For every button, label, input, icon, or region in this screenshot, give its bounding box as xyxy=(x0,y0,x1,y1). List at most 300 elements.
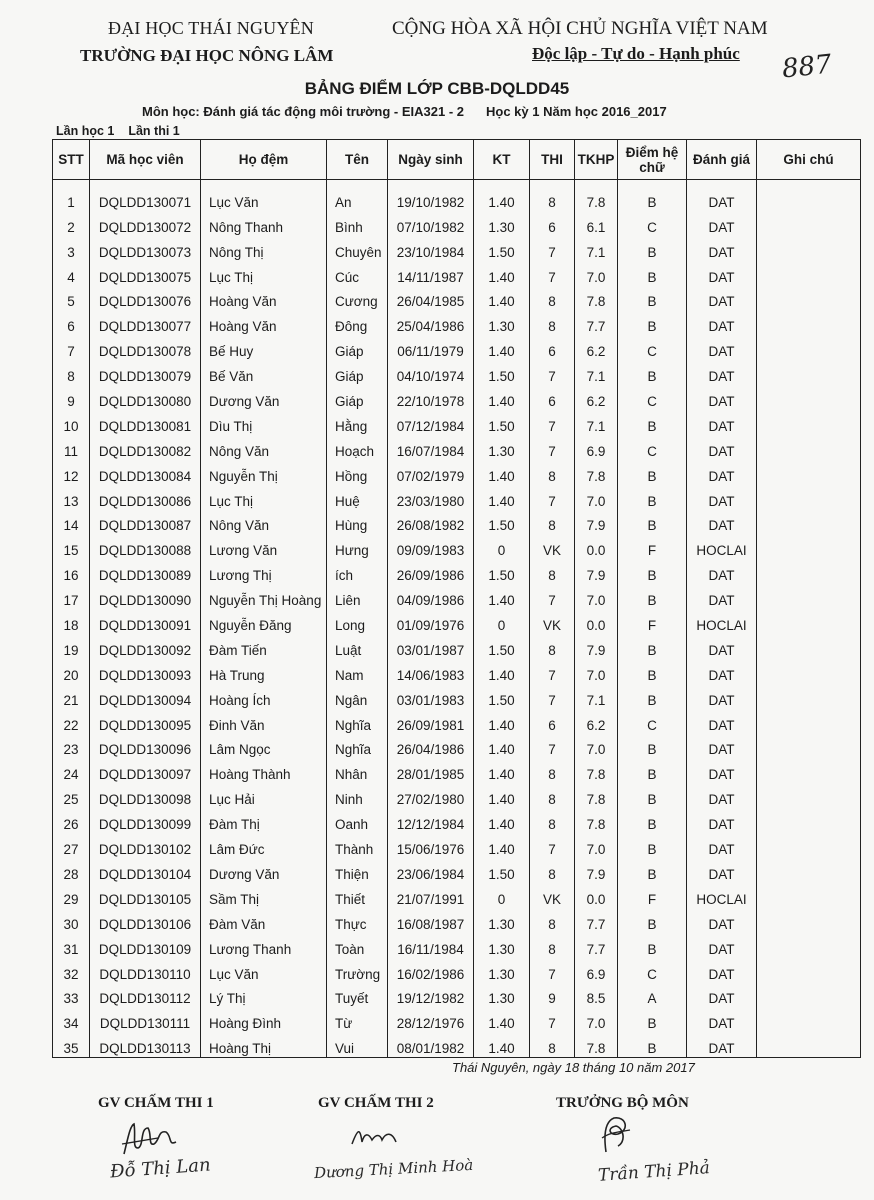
row-thi: 7 xyxy=(530,659,575,684)
table-row xyxy=(53,858,861,883)
row-note xyxy=(757,684,861,709)
row-name: Huệ xyxy=(327,485,388,510)
table-row xyxy=(53,933,861,958)
attempts-line xyxy=(56,124,180,138)
row-tkhp: 7.9 xyxy=(575,858,618,883)
row-thi: 7 xyxy=(530,485,575,510)
row-thi: 8 xyxy=(530,286,575,311)
row-note xyxy=(757,180,861,211)
row-stt: 31 xyxy=(53,933,90,958)
row-student-id: DQLDD130078 xyxy=(90,335,201,360)
row-kt: 1.40 xyxy=(474,808,530,833)
table-row xyxy=(53,559,861,584)
row-thi: 7 xyxy=(530,410,575,435)
col-header-stt: STT xyxy=(53,140,90,180)
table-row xyxy=(53,584,861,609)
grader1-signature xyxy=(118,1118,180,1160)
row-stt: 32 xyxy=(53,958,90,983)
row-student-id: DQLDD130071 xyxy=(90,180,201,211)
row-evaluation: DAT xyxy=(687,385,757,410)
row-dob: 04/10/1974 xyxy=(388,360,474,385)
row-tkhp: 6.2 xyxy=(575,385,618,410)
row-kt: 1.50 xyxy=(474,684,530,709)
row-kt: 1.40 xyxy=(474,1007,530,1032)
row-name: Giáp xyxy=(327,335,388,360)
row-thi: 6 xyxy=(530,211,575,236)
row-stt: 22 xyxy=(53,709,90,734)
row-thi: 7 xyxy=(530,1007,575,1032)
row-dob: 14/11/1987 xyxy=(388,261,474,286)
row-student-id: DQLDD130110 xyxy=(90,958,201,983)
row-kt: 0 xyxy=(474,609,530,634)
row-surname: Lục Hải xyxy=(201,783,327,808)
row-kt: 1.50 xyxy=(474,858,530,883)
row-kt: 1.40 xyxy=(474,659,530,684)
row-student-id: DQLDD130088 xyxy=(90,534,201,559)
row-note xyxy=(757,734,861,759)
row-evaluation: DAT xyxy=(687,236,757,261)
row-name: Chuyên xyxy=(327,236,388,261)
row-evaluation: DAT xyxy=(687,709,757,734)
row-note xyxy=(757,360,861,385)
row-tkhp: 7.1 xyxy=(575,410,618,435)
row-letter-grade: B xyxy=(618,1007,687,1032)
table-row xyxy=(53,485,861,510)
row-student-id: DQLDD130077 xyxy=(90,310,201,335)
row-evaluation: DAT xyxy=(687,510,757,535)
row-kt: 1.40 xyxy=(474,385,530,410)
row-surname: Bế Huy xyxy=(201,335,327,360)
row-evaluation: DAT xyxy=(687,758,757,783)
row-kt: 1.40 xyxy=(474,783,530,808)
row-thi: 6 xyxy=(530,709,575,734)
subject-line xyxy=(142,104,667,119)
row-tkhp: 7.8 xyxy=(575,783,618,808)
row-letter-grade: C xyxy=(618,335,687,360)
row-surname: Dìu Thị xyxy=(201,410,327,435)
row-dob: 04/09/1986 xyxy=(388,584,474,609)
col-header-tkhp: TKHP xyxy=(575,140,618,180)
table-row xyxy=(53,510,861,535)
row-evaluation: DAT xyxy=(687,410,757,435)
row-stt: 17 xyxy=(53,584,90,609)
row-thi: 8 xyxy=(530,180,575,211)
table-row xyxy=(53,758,861,783)
row-kt: 0 xyxy=(474,534,530,559)
row-thi: 8 xyxy=(530,310,575,335)
row-evaluation: DAT xyxy=(687,485,757,510)
grader2-name: Dương Thị Minh Hoà xyxy=(313,1155,474,1183)
row-dob: 07/12/1984 xyxy=(388,410,474,435)
row-tkhp: 7.1 xyxy=(575,684,618,709)
row-evaluation: DAT xyxy=(687,211,757,236)
row-surname: Lương Thanh xyxy=(201,933,327,958)
table-body xyxy=(53,180,861,1058)
row-surname: Hoàng Đình xyxy=(201,1007,327,1032)
row-kt: 1.50 xyxy=(474,559,530,584)
row-thi: 8 xyxy=(530,933,575,958)
row-letter-grade: C xyxy=(618,709,687,734)
row-dob: 08/01/1982 xyxy=(388,1032,474,1057)
row-stt: 35 xyxy=(53,1032,90,1057)
row-name: Vui xyxy=(327,1032,388,1057)
row-thi: 9 xyxy=(530,983,575,1008)
row-surname: Đàm Tiến xyxy=(201,634,327,659)
row-dob: 26/09/1986 xyxy=(388,559,474,584)
row-kt: 1.40 xyxy=(474,335,530,360)
row-kt: 1.30 xyxy=(474,310,530,335)
row-student-id: DQLDD130082 xyxy=(90,435,201,460)
row-letter-grade: B xyxy=(618,286,687,311)
row-surname: Hoàng Ích xyxy=(201,684,327,709)
row-dob: 22/10/1978 xyxy=(388,385,474,410)
grades-table xyxy=(52,139,861,1058)
row-kt: 0 xyxy=(474,883,530,908)
row-thi: 7 xyxy=(530,236,575,261)
row-dob: 09/09/1983 xyxy=(388,534,474,559)
col-header-dob: Ngày sinh xyxy=(388,140,474,180)
row-dob: 07/02/1979 xyxy=(388,460,474,485)
row-name: Cương xyxy=(327,286,388,311)
row-stt: 20 xyxy=(53,659,90,684)
header-left-school: TRƯỜNG ĐẠI HỌC NÔNG LÂM xyxy=(80,46,334,65)
row-evaluation: DAT xyxy=(687,983,757,1008)
row-evaluation: DAT xyxy=(687,684,757,709)
row-thi: 8 xyxy=(530,634,575,659)
row-student-id: DQLDD130109 xyxy=(90,933,201,958)
row-evaluation: DAT xyxy=(687,559,757,584)
row-stt: 10 xyxy=(53,410,90,435)
row-thi: 8 xyxy=(530,908,575,933)
row-letter-grade: B xyxy=(618,783,687,808)
row-stt: 5 xyxy=(53,286,90,311)
row-surname: Nông Văn xyxy=(201,435,327,460)
row-surname: Dương Văn xyxy=(201,385,327,410)
row-name: Hằng xyxy=(327,410,388,435)
row-stt: 13 xyxy=(53,485,90,510)
document-title: BẢNG ĐIỂM LỚP CBB-DQLDD45 xyxy=(304,79,570,98)
row-kt: 1.40 xyxy=(474,758,530,783)
row-kt: 1.30 xyxy=(474,958,530,983)
row-note xyxy=(757,534,861,559)
row-student-id: DQLDD130079 xyxy=(90,360,201,385)
study-attempt: Lần học 1 xyxy=(56,124,115,138)
row-dob: 03/01/1983 xyxy=(388,684,474,709)
row-name: Đông xyxy=(327,310,388,335)
row-evaluation: DAT xyxy=(687,310,757,335)
row-letter-grade: B xyxy=(618,510,687,535)
row-kt: 1.40 xyxy=(474,460,530,485)
row-name: Toàn xyxy=(327,933,388,958)
row-note xyxy=(757,385,861,410)
row-kt: 1.40 xyxy=(474,180,530,211)
row-kt: 1.30 xyxy=(474,908,530,933)
row-tkhp: 7.9 xyxy=(575,559,618,584)
row-note xyxy=(757,335,861,360)
row-dob: 07/10/1982 xyxy=(388,211,474,236)
row-dob: 19/10/1982 xyxy=(388,180,474,211)
row-letter-grade: B xyxy=(618,833,687,858)
row-kt: 1.50 xyxy=(474,360,530,385)
table-row xyxy=(53,460,861,485)
col-header-surname: Họ đệm xyxy=(201,140,327,180)
row-kt: 1.50 xyxy=(474,634,530,659)
row-letter-grade: B xyxy=(618,734,687,759)
row-stt: 4 xyxy=(53,261,90,286)
row-stt: 18 xyxy=(53,609,90,634)
row-thi: 8 xyxy=(530,808,575,833)
row-stt: 30 xyxy=(53,908,90,933)
row-evaluation: DAT xyxy=(687,335,757,360)
row-surname: Hoàng Văn xyxy=(201,286,327,311)
row-surname: Đàm Thị xyxy=(201,808,327,833)
row-thi: 7 xyxy=(530,584,575,609)
row-stt: 1 xyxy=(53,180,90,211)
row-note xyxy=(757,435,861,460)
row-stt: 8 xyxy=(53,360,90,385)
row-letter-grade: C xyxy=(618,958,687,983)
row-surname: Nguyễn Thị Hoàng xyxy=(201,584,327,609)
table-row xyxy=(53,983,861,1008)
row-student-id: DQLDD130089 xyxy=(90,559,201,584)
row-evaluation: DAT xyxy=(687,360,757,385)
row-evaluation: DAT xyxy=(687,808,757,833)
row-student-id: DQLDD130093 xyxy=(90,659,201,684)
row-note xyxy=(757,933,861,958)
row-note xyxy=(757,883,861,908)
table-row xyxy=(53,360,861,385)
row-student-id: DQLDD130106 xyxy=(90,908,201,933)
row-evaluation: DAT xyxy=(687,460,757,485)
col-header-id: Mã học viên xyxy=(90,140,201,180)
row-letter-grade: C xyxy=(618,211,687,236)
row-name: Hùng xyxy=(327,510,388,535)
row-surname: Hà Trung xyxy=(201,659,327,684)
row-dob: 27/02/1980 xyxy=(388,783,474,808)
row-student-id: DQLDD130113 xyxy=(90,1032,201,1057)
row-evaluation: DAT xyxy=(687,933,757,958)
row-letter-grade: B xyxy=(618,908,687,933)
row-letter-grade: B xyxy=(618,485,687,510)
row-name: Trường xyxy=(327,958,388,983)
row-stt: 19 xyxy=(53,634,90,659)
row-dob: 16/11/1984 xyxy=(388,933,474,958)
row-tkhp: 7.9 xyxy=(575,634,618,659)
table-header-row xyxy=(53,140,861,180)
table-row xyxy=(53,808,861,833)
row-note xyxy=(757,783,861,808)
row-dob: 15/06/1976 xyxy=(388,833,474,858)
row-name: Liên xyxy=(327,584,388,609)
row-name: Thiết xyxy=(327,883,388,908)
row-stt: 27 xyxy=(53,833,90,858)
row-note xyxy=(757,236,861,261)
row-student-id: DQLDD130090 xyxy=(90,584,201,609)
row-student-id: DQLDD130075 xyxy=(90,261,201,286)
row-student-id: DQLDD130102 xyxy=(90,833,201,858)
row-tkhp: 7.0 xyxy=(575,485,618,510)
row-letter-grade: F xyxy=(618,883,687,908)
place-date: Thái Nguyên, ngày 18 tháng 10 năm 2017 xyxy=(452,1060,695,1075)
row-surname: Lâm Ngọc xyxy=(201,734,327,759)
row-letter-grade: F xyxy=(618,534,687,559)
row-letter-grade: A xyxy=(618,983,687,1008)
row-surname: Hoàng Thị xyxy=(201,1032,327,1057)
row-dob: 16/02/1986 xyxy=(388,958,474,983)
row-thi: 7 xyxy=(530,734,575,759)
row-evaluation: DAT xyxy=(687,659,757,684)
row-tkhp: 6.9 xyxy=(575,435,618,460)
row-thi: 8 xyxy=(530,758,575,783)
row-name: Nhân xyxy=(327,758,388,783)
row-thi: 8 xyxy=(530,510,575,535)
row-tkhp: 7.8 xyxy=(575,460,618,485)
row-letter-grade: B xyxy=(618,933,687,958)
row-kt: 1.40 xyxy=(474,584,530,609)
row-evaluation: HOCLAI xyxy=(687,534,757,559)
row-student-id: DQLDD130104 xyxy=(90,858,201,883)
row-stt: 11 xyxy=(53,435,90,460)
row-thi: 7 xyxy=(530,261,575,286)
row-evaluation: DAT xyxy=(687,286,757,311)
row-kt: 1.40 xyxy=(474,709,530,734)
row-thi: 6 xyxy=(530,335,575,360)
row-evaluation: DAT xyxy=(687,180,757,211)
row-name: ích xyxy=(327,559,388,584)
row-stt: 3 xyxy=(53,236,90,261)
row-surname: Nguyễn Thị xyxy=(201,460,327,485)
header-left-university: ĐẠI HỌC THÁI NGUYÊN xyxy=(108,18,314,38)
row-note xyxy=(757,833,861,858)
row-surname: Bế Văn xyxy=(201,360,327,385)
row-stt: 21 xyxy=(53,684,90,709)
row-student-id: DQLDD130076 xyxy=(90,286,201,311)
row-stt: 28 xyxy=(53,858,90,883)
row-note xyxy=(757,1007,861,1032)
row-stt: 25 xyxy=(53,783,90,808)
row-thi: 7 xyxy=(530,435,575,460)
row-note xyxy=(757,983,861,1008)
table-row xyxy=(53,236,861,261)
row-letter-grade: C xyxy=(618,385,687,410)
grader2-label: GV CHẤM THI 2 xyxy=(318,1095,434,1111)
row-evaluation: DAT xyxy=(687,958,757,983)
row-kt: 1.50 xyxy=(474,236,530,261)
row-name: Nghĩa xyxy=(327,709,388,734)
row-surname: Lục Văn xyxy=(201,180,327,211)
row-kt: 1.40 xyxy=(474,261,530,286)
row-thi: 8 xyxy=(530,559,575,584)
row-note xyxy=(757,286,861,311)
row-student-id: DQLDD130098 xyxy=(90,783,201,808)
row-student-id: DQLDD130080 xyxy=(90,385,201,410)
row-dob: 23/10/1984 xyxy=(388,236,474,261)
row-dob: 21/07/1991 xyxy=(388,883,474,908)
row-letter-grade: B xyxy=(618,634,687,659)
table-row xyxy=(53,833,861,858)
table-row xyxy=(53,634,861,659)
row-name: Thành xyxy=(327,833,388,858)
row-stt: 15 xyxy=(53,534,90,559)
row-student-id: DQLDD130092 xyxy=(90,634,201,659)
table-row xyxy=(53,609,861,634)
grader1-label: GV CHẤM THI 1 xyxy=(98,1095,214,1111)
head-label: TRƯỞNG BỘ MÔN xyxy=(556,1095,689,1111)
row-tkhp: 8.5 xyxy=(575,983,618,1008)
row-thi: 7 xyxy=(530,684,575,709)
row-note xyxy=(757,858,861,883)
row-surname: Lương Thị xyxy=(201,559,327,584)
row-tkhp: 0.0 xyxy=(575,534,618,559)
row-evaluation: DAT xyxy=(687,734,757,759)
row-stt: 16 xyxy=(53,559,90,584)
row-letter-grade: B xyxy=(618,236,687,261)
table-row xyxy=(53,180,861,211)
row-kt: 1.30 xyxy=(474,211,530,236)
row-surname: Nông Thanh xyxy=(201,211,327,236)
head-name: Trần Thị Phả xyxy=(597,1158,711,1186)
row-student-id: DQLDD130105 xyxy=(90,883,201,908)
row-thi: VK xyxy=(530,883,575,908)
row-dob: 01/09/1976 xyxy=(388,609,474,634)
row-name: Giáp xyxy=(327,385,388,410)
row-thi: 8 xyxy=(530,783,575,808)
grader1-name: Đỗ Thị Lan xyxy=(109,1154,212,1183)
row-note xyxy=(757,634,861,659)
col-header-thi: THI xyxy=(530,140,575,180)
row-name: Nghĩa xyxy=(327,734,388,759)
row-stt: 2 xyxy=(53,211,90,236)
row-kt: 1.30 xyxy=(474,933,530,958)
row-student-id: DQLDD130081 xyxy=(90,410,201,435)
row-kt: 1.40 xyxy=(474,286,530,311)
row-name: Hồng xyxy=(327,460,388,485)
row-thi: VK xyxy=(530,534,575,559)
row-evaluation: DAT xyxy=(687,1007,757,1032)
row-dob: 25/04/1986 xyxy=(388,310,474,335)
row-dob: 28/12/1976 xyxy=(388,1007,474,1032)
row-dob: 26/09/1981 xyxy=(388,709,474,734)
row-tkhp: 0.0 xyxy=(575,883,618,908)
header-right-motto: Độc lập - Tự do - Hạnh phúc xyxy=(532,44,740,63)
row-note xyxy=(757,410,861,435)
table-row xyxy=(53,435,861,460)
row-student-id: DQLDD130086 xyxy=(90,485,201,510)
row-note xyxy=(757,261,861,286)
row-tkhp: 6.9 xyxy=(575,958,618,983)
row-stt: 9 xyxy=(53,385,90,410)
row-note xyxy=(757,958,861,983)
table-row xyxy=(53,335,861,360)
row-stt: 34 xyxy=(53,1007,90,1032)
row-name: Cúc xyxy=(327,261,388,286)
row-note xyxy=(757,310,861,335)
head-signature xyxy=(596,1112,638,1156)
row-surname: Dương Văn xyxy=(201,858,327,883)
row-student-id: DQLDD130097 xyxy=(90,758,201,783)
row-tkhp: 7.0 xyxy=(575,734,618,759)
row-dob: 26/04/1985 xyxy=(388,286,474,311)
row-dob: 26/04/1986 xyxy=(388,734,474,759)
row-evaluation: DAT xyxy=(687,435,757,460)
table-row xyxy=(53,385,861,410)
row-kt: 1.50 xyxy=(474,510,530,535)
table-row xyxy=(53,783,861,808)
row-note xyxy=(757,808,861,833)
row-tkhp: 7.0 xyxy=(575,261,618,286)
row-thi: 7 xyxy=(530,360,575,385)
row-surname: Nông Thị xyxy=(201,236,327,261)
